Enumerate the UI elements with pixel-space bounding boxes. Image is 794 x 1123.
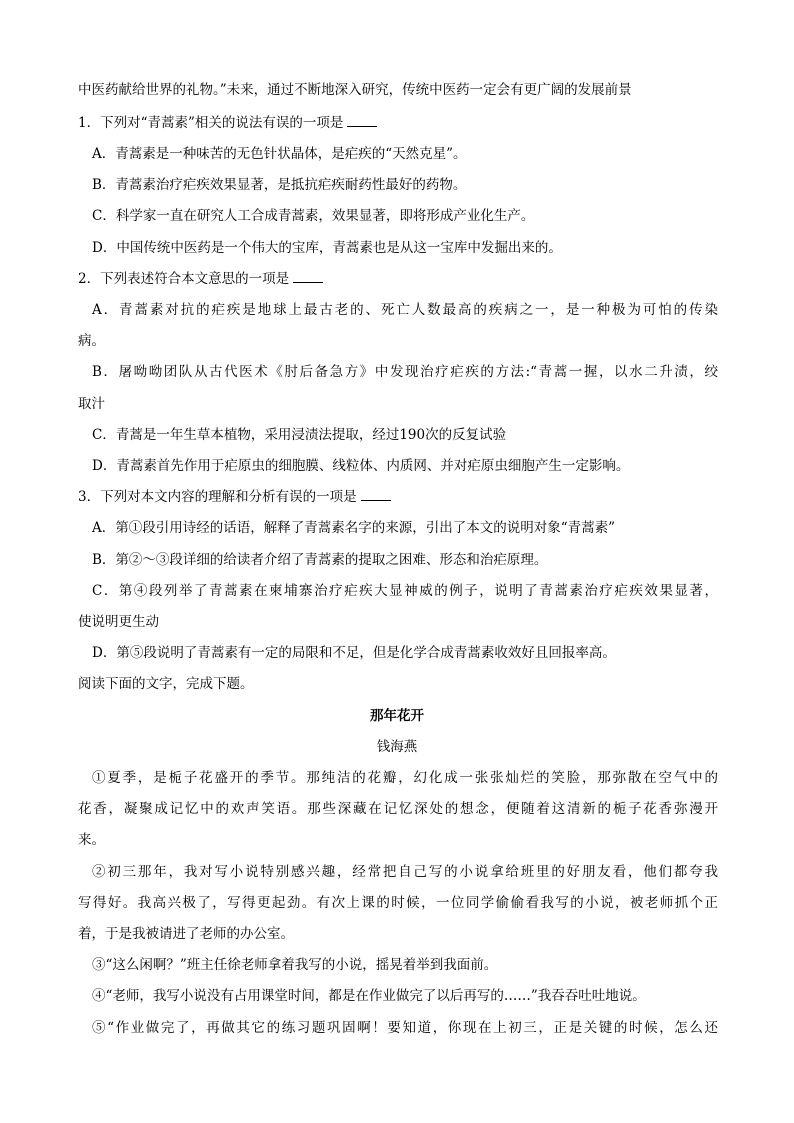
passage-tail-line: 中医药献给世界的礼物。”未来，通过不断地深入研究，传统中医药一定会有更广阔的发展前景: [78, 82, 632, 98]
q2-option-b-line1: B．屠呦呦团队从古代医术《肘后备急方》中发现治疗疟疾的方法:“青蒿一握，以水二升渍，绞: [92, 364, 718, 380]
story-paragraph-2-line3: 着，于是我被请进了老师的办公室。: [78, 926, 294, 942]
question-2-stem: [78, 269, 718, 289]
q1-option-c: C．科学家一直在研究人工合成青蒿素，效果显著，即将形成产业化生产。: [92, 208, 535, 224]
story-paragraph-2-line2: 写得好。我高兴极了，写得更起劲。有次上课的时候，一位同学偷偷看我写的小说，被老师抓个正: [78, 895, 718, 911]
q3-option-c-line2: 使说明更生动: [78, 614, 159, 630]
question-1-stem: [78, 113, 718, 133]
q2-option-b-line2: 取汁: [78, 396, 105, 412]
story-paragraph-3: ③“这么闲啊？”班主任徐老师拿着我写的小说，摇晃着举到我面前。: [92, 957, 498, 973]
answer-blank: [293, 281, 323, 283]
q3-option-d: D．第⑤段说明了青蒿素有一定的局限和不足，但是化学合成青蒿素收效好且回报率高。: [92, 645, 616, 661]
q3-option-b: B．第②～③段详细的给读者介绍了青蒿素的提取之困难、形态和治疟原理。: [92, 552, 548, 568]
story-paragraph-1-line2: 花香，凝聚成记忆中的欢声笑语。那些深藏在记忆深处的想念，便随着这清新的栀子花香弥漫开: [78, 801, 718, 817]
story-title: 那年花开: [370, 708, 424, 724]
question-3-stem: [78, 487, 718, 507]
q3-option-c-line1: C．第④段列举了青蒿素在柬埔寨治疗疟疾大显神威的例子，说明了青蒿素治疗疟疾效果显著，: [92, 583, 718, 599]
question-stem-text: 1．下列对“青蒿素”相关的说法有误的一项是: [78, 115, 344, 131]
story-paragraph-1-line1: ①夏季，是栀子花盛开的季节。那纯洁的花瓣，幻化成一张张灿烂的笑脸，那弥散在空气中的: [92, 770, 718, 786]
story-paragraph-4: ④“老师，我写小说没有占用课堂时间，都是在作业做完了以后再写的……”我吞吞吐吐地说。: [92, 988, 646, 1004]
answer-blank: [361, 499, 391, 501]
q2-option-a-line2: 病。: [78, 333, 105, 349]
reading-instruction: 阅读下面的文字，完成下题。: [78, 676, 254, 692]
q1-option-d: D．中国传统中医药是一个伟大的宝库，青蒿素也是从这一宝库中发掘出来的。: [92, 240, 562, 256]
answer-blank: [347, 125, 377, 127]
q1-option-b: B．青蒿素治疗疟疾效果显著，是抵抗疟疾耐药性最好的药物。: [92, 177, 467, 193]
story-paragraph-5: ⑤“作业做完了，再做其它的练习题巩固啊！要知道，你现在上初三，正是关键的时候，怎么还: [92, 1020, 718, 1036]
story-paragraph-1-line3: 来。: [78, 832, 105, 848]
q1-option-a: A．青蒿素是一种味苦的无色针状晶体，是疟疾的“天然克星”。: [92, 146, 467, 162]
q2-option-d: D．青蒿素首先作用于疟原虫的细胞膜、线粒体、内质网、并对疟原虫细胞产生一定影响。: [92, 458, 630, 474]
story-paragraph-2-line1: ②初三那年，我对写小说特别感兴趣，经常把自己写的小说拿给班里的好朋友看，他们都夸我: [92, 864, 718, 880]
question-stem-text: 3．下列对本文内容的理解和分析有误的一项是: [78, 489, 357, 505]
q3-option-a: A．第①段引用诗经的话语，解释了青蒿素名字的来源，引出了本文的说明对象“青蒿素”: [92, 520, 616, 536]
q2-option-a-line1: A．青蒿素对抗的疟疾是地球上最古老的、死亡人数最高的疾病之一，是一种极为可怕的传染: [92, 302, 718, 318]
q2-option-c: C．青蒿是一年生草本植物，采用浸渍法提取，经过190次的反复试验: [92, 427, 507, 443]
story-author: 钱海燕: [376, 739, 418, 755]
question-stem-text: 2．下列表述符合本文意思的一项是: [78, 271, 290, 287]
